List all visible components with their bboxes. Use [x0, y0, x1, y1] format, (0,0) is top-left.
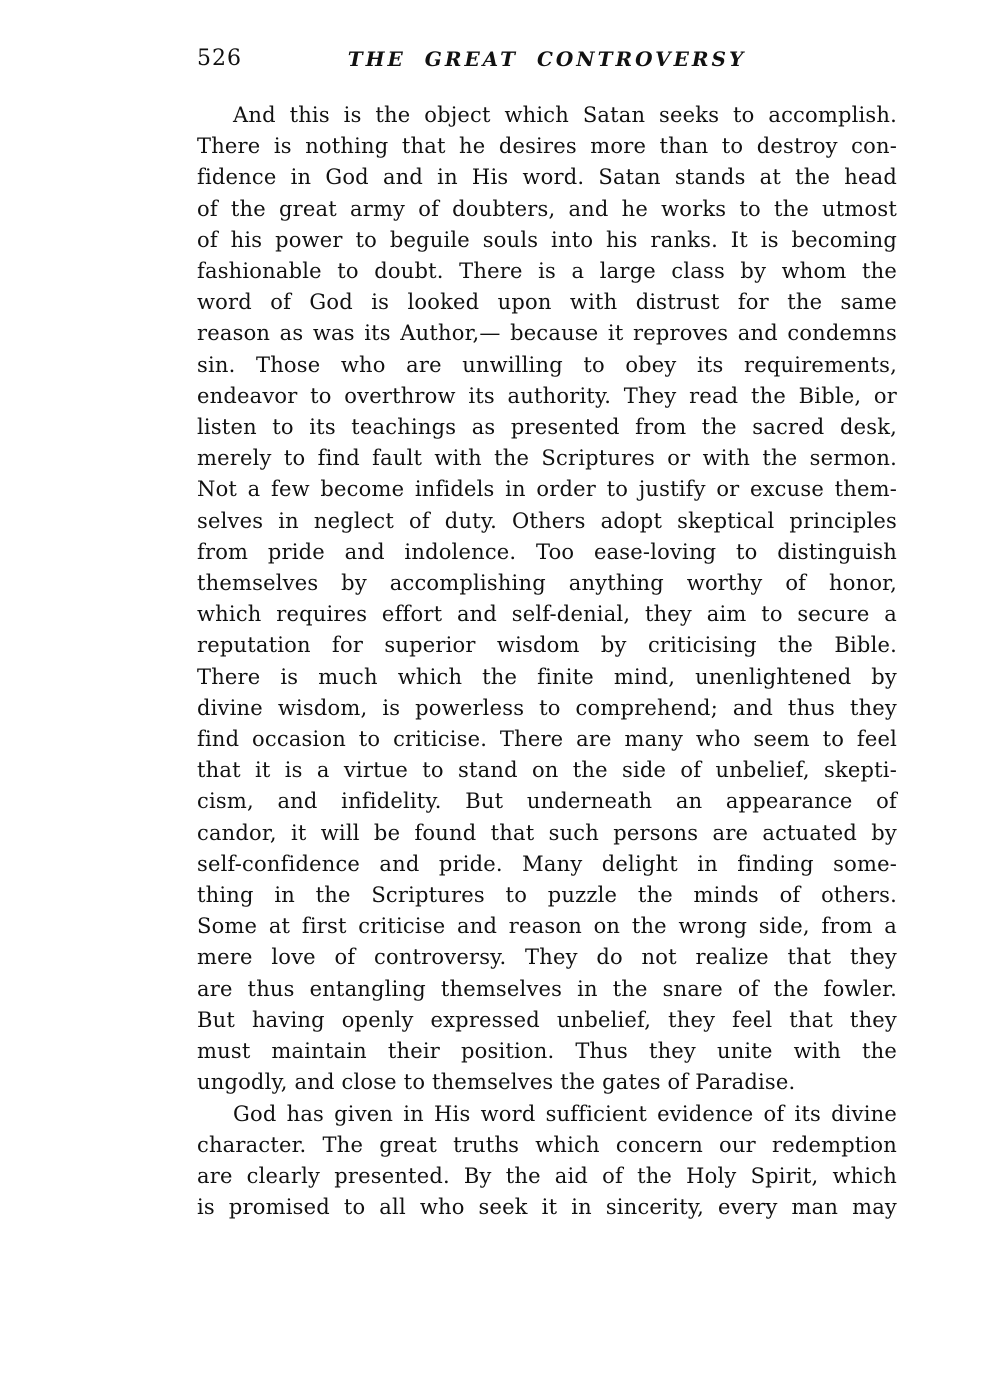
text-line: fidence in God and in His word. Satan stands at the head: [197, 165, 897, 190]
text-line: cism, and infidelity. But underneath an appearance of: [197, 789, 897, 814]
text-line: thing in the Scriptures to puzzle the minds of others.: [197, 883, 897, 908]
text-line: divine wisdom, is powerless to comprehend; and thus they: [197, 695, 897, 720]
text-line: of the great army of doubters, and he works to the utmost: [197, 196, 897, 221]
text-line: of his power to beguile souls into his ranks. It is becoming: [197, 227, 897, 252]
text-line: self-confidence and pride. Many delight in finding some-: [197, 851, 897, 876]
text-line: reputation for superior wisdom by criticising the Bible.: [197, 633, 897, 658]
text-line: must maintain their position. Thus they unite with the: [197, 1039, 897, 1064]
text-line: which requires effort and self-denial, they aim to secure a: [197, 602, 897, 627]
text-line: endeavor to overthrow its authority. They read the Bible, or: [197, 383, 897, 408]
text-line: Not a few become infidels in order to justify or excuse them-: [197, 477, 897, 502]
text-line: Some at first criticise and reason on the wrong side, from a: [197, 914, 897, 939]
text-line: God has given in His word sufficient evidence of its divine: [233, 1101, 897, 1126]
text-line: from pride and indolence. Too ease-loving to distinguish: [197, 539, 897, 564]
text-line: fashionable to doubt. There is a large class by whom the: [197, 259, 897, 284]
text-line: word of God is looked upon with distrust for the same: [197, 290, 897, 315]
text-line: And this is the object which Satan seeks to accomplish.: [233, 103, 897, 127]
text-line: are clearly presented. By the aid of the Holy Spirit, which: [197, 1163, 897, 1188]
text-line: themselves by accomplishing anything worthy of honor,: [197, 571, 897, 596]
text-line: There is nothing that he desires more than to destroy con-: [197, 134, 897, 159]
text-line: mere love of controversy. They do not realize that they: [197, 945, 897, 970]
page-number: 526: [197, 46, 242, 71]
body-text: [197, 100, 897, 1223]
text-line: candor, it will be found that such persons are actuated by: [197, 820, 897, 845]
running-title: THE GREAT CONTROVERSY: [347, 47, 747, 71]
text-line: merely to find fault with the Scriptures or with the sermon.: [197, 446, 897, 471]
text-line: But having openly expressed unbelief, they feel that they: [197, 1007, 897, 1032]
text-line: reason as was its Author,— because it reproves and condemns: [197, 321, 897, 346]
text-line: listen to its teachings as presented from the sacred desk,: [197, 415, 897, 440]
text-line: find occasion to criticise. There are many who seem to feel: [197, 727, 897, 752]
text-line: are thus entangling themselves in the snare of the fowler.: [197, 976, 897, 1001]
text-line: character. The great truths which concern our redemption: [197, 1132, 897, 1157]
text-line: selves in neglect of duty. Others adopt skeptical principles: [197, 508, 897, 533]
text-line: is promised to all who seek it in sincerity, every man may: [197, 1195, 897, 1220]
text-line: that it is a virtue to stand on the side of unbelief, skepti-: [197, 758, 897, 783]
page-header: [197, 46, 897, 76]
text-line: sin. Those who are unwilling to obey its requirements,: [197, 352, 897, 377]
text-line: ungodly, and close to themselves the gates of Paradise.: [197, 1070, 796, 1095]
text-line: There is much which the finite mind, unenlightened by: [197, 664, 897, 689]
